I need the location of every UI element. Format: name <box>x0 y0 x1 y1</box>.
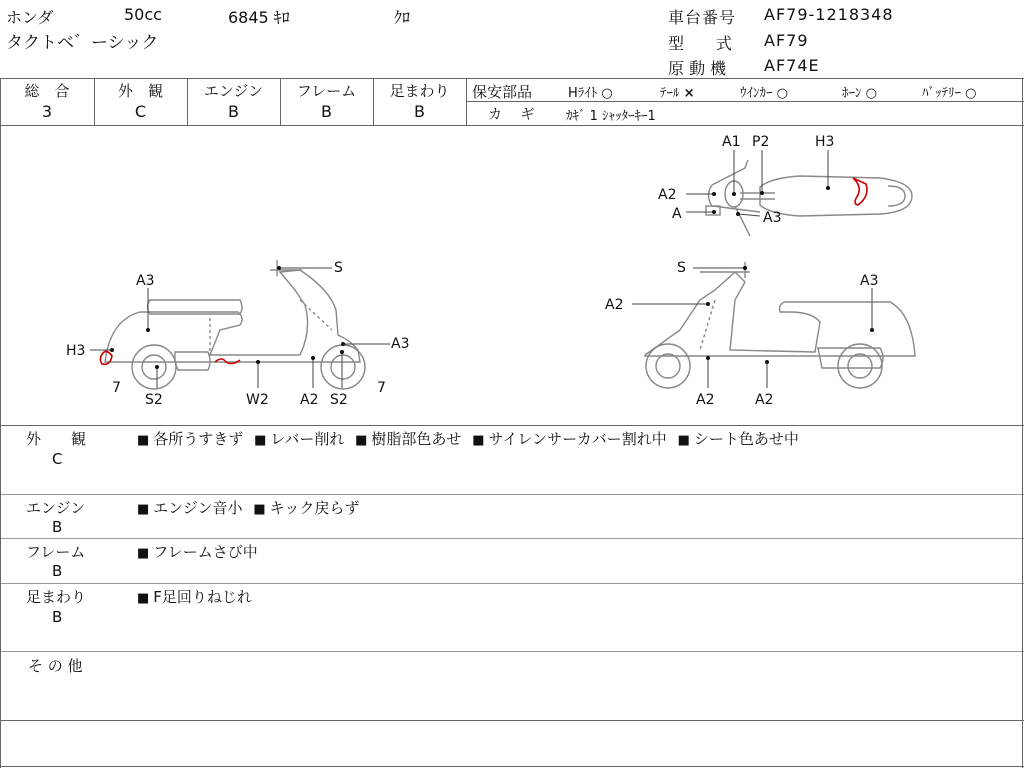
label-left-a3-right: A3 <box>391 336 410 352</box>
key-value: ｶｷﾞ 1 ｼｬｯﾀｰｷｰ1 <box>566 109 656 124</box>
label-right-a2-top: A2 <box>605 297 624 313</box>
rating-suspension-label: 足まわり <box>389 82 450 100</box>
engine-value: AF74E <box>764 56 820 75</box>
label-left-h3: H3 <box>66 343 86 359</box>
label-top-a: A <box>672 206 682 222</box>
chassis-label: 車台番号 <box>668 8 737 27</box>
safety-battery: ﾊﾞｯﾃﾘｰ ○ <box>922 86 977 101</box>
label-top-a3: A3 <box>763 210 782 226</box>
section-other-title: そ の 他 <box>28 657 83 675</box>
key-label: カ ギ <box>488 107 535 123</box>
safety-label: 保安部品 <box>472 83 533 101</box>
color: ｸﾛ <box>394 8 411 27</box>
rating-overall-value: 3 <box>41 102 53 121</box>
section-exterior-title: 外 観 <box>26 430 87 448</box>
maker: ホンダ <box>6 8 54 27</box>
type-label: 型 式 <box>668 34 733 53</box>
section-engine-title: エンジン <box>26 499 86 517</box>
label-right-a2-b1: A2 <box>696 392 715 408</box>
section-frame-title: フレーム <box>26 543 86 561</box>
rating-overall-label: 総 合 <box>24 82 70 100</box>
section-suspension-notes: ■ F足回りねじれ <box>137 588 252 606</box>
label-left-a3-top: A3 <box>136 273 155 289</box>
label-right-a3: A3 <box>860 273 879 289</box>
rating-suspension-value: B <box>414 102 425 121</box>
label-top-h3: H3 <box>815 134 835 150</box>
safety-headlight: Hﾗｲﾄ ○ <box>568 86 613 101</box>
safety-tail: ﾃｰﾙ × <box>660 86 695 101</box>
safety-horn: ﾎｰﾝ ○ <box>842 86 877 101</box>
label-left-7b: 7 <box>377 380 386 396</box>
section-frame-grade: B <box>52 562 63 580</box>
rating-engine-label: エンジン <box>203 82 264 100</box>
safety-winker: ｳｲﾝｶｰ ○ <box>740 86 788 101</box>
label-top-p2: P2 <box>752 134 770 150</box>
label-right-s: S <box>677 260 686 276</box>
rating-frame-label: フレーム <box>296 82 357 100</box>
section-engine-grade: B <box>52 518 63 536</box>
rating-engine-value: B <box>228 102 239 121</box>
displacement: 50cc <box>124 5 162 24</box>
label-left-w2: W2 <box>246 392 269 408</box>
rating-exterior-label: 外 観 <box>117 82 163 100</box>
label-left-7a: 7 <box>112 380 121 396</box>
section-frame-notes: ■ フレームさび中 <box>137 543 258 561</box>
section-exterior-notes: ■ 各所うすきず ■ レバー削れ ■ 樹脂部色あせ ■ サイレンサーカバー割れ中 ■ シート色あせ中 <box>137 430 799 448</box>
label-top-a1: A1 <box>722 134 741 150</box>
type-value: AF79 <box>764 31 809 50</box>
chassis-value: AF79-1218348 <box>764 5 894 24</box>
top-view-body <box>760 176 912 216</box>
section-suspension-title: 足まわり <box>26 588 87 606</box>
model-name: タクトベ゛ーシック <box>6 33 159 53</box>
engine-label: 原 動 機 <box>668 59 727 78</box>
mileage: 6845 ｷﾛ <box>228 8 290 27</box>
rating-frame-value: B <box>321 102 332 121</box>
section-suspension-grade: B <box>52 608 63 626</box>
label-left-s: S <box>334 260 343 276</box>
section-exterior-grade: C <box>52 450 63 468</box>
section-engine-notes: ■ エンジン音小 ■ キック戻らず <box>137 499 360 517</box>
label-left-s2b: S2 <box>330 392 348 408</box>
rating-exterior-value: C <box>134 102 147 121</box>
label-top-a2: A2 <box>658 187 677 203</box>
label-left-a2: A2 <box>300 392 319 408</box>
label-left-s2a: S2 <box>145 392 163 408</box>
label-right-a2-b2: A2 <box>755 392 774 408</box>
